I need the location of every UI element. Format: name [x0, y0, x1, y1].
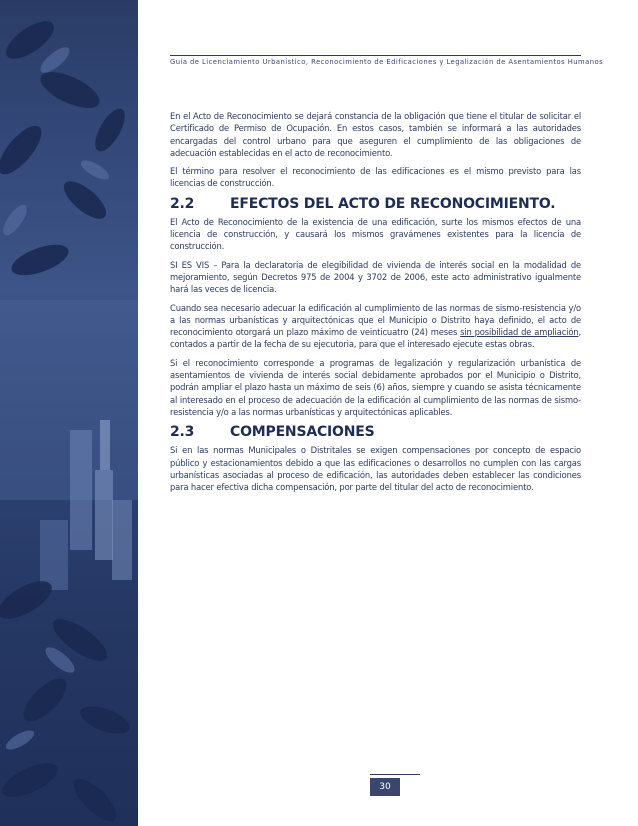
- section-number: 2.3: [170, 424, 195, 441]
- paragraph-text: , contados a partir de la fecha de su ejecutoria, para que el interesado ejecute estas obras.: [170, 327, 581, 350]
- section-2-2-paragraph-1: El Acto de Reconocimiento de la existencia de una edificación, surte los mismos efectos de una licencia de construcción, y causará los mismos gravámenes existentes para la licencia de construcción.: [170, 216, 581, 252]
- running-header: Guía de Licenciamiento Urbanístico, Reconocimiento de Edificaciones y Legalización de Asentamientos Humanos: [170, 58, 604, 66]
- leaves-and-city-illustration: [0, 0, 138, 826]
- page-body: [170, 110, 581, 499]
- header-divider: [170, 55, 581, 56]
- section-2-3-paragraph-1: Si en las normas Municipales o Distritales se exigen compensaciones por concepto de espacio público y estacionamientos debido a que las edificaciones o desarrollos no cumplen con las cargas urbanísticas asociadas al proceso de edificación, las autoridades deben establecer las condiciones para hacer efectiva dicha compensación, por parte del titular del acto de reconocimiento.: [170, 445, 581, 493]
- underlined-phrase: sin posibilidad de ampliación: [460, 327, 579, 338]
- paragraph-text: Cuando sea necesario adecuar la edificación al cumplimiento de las normas de sismo-resistencia y/o a las normas urbanísticas y arquitectónicas que el Municipio o Distrito haya definido, el acto de reconocimiento otorgará un plazo máximo de veinticuatro (24) meses: [170, 302, 581, 338]
- footer-divider: [370, 774, 420, 775]
- side-photo-decoration: [0, 0, 138, 826]
- section-heading-2-2: [170, 196, 581, 212]
- section-title: COMPENSACIONES: [230, 424, 375, 441]
- page-number: 30: [370, 778, 400, 796]
- section-2-2-paragraph-4: Si el reconocimiento corresponde a programas de legalización y regularización urbanística de asentamientos de vivienda de interés social debidamente aprobados por el Municipio o Distrito, podrán ampliar el plazo hasta un máximo de seis (6) años, siempre y cuando se asista técnicamente al interesado en el proceso de adecuación de la edificación al cumplimiento de las normas de sismo-resistencia y/o a las normas urbanísticas y arquitectónicas aplicables.: [170, 357, 581, 417]
- section-2-2-paragraph-3: [170, 302, 581, 351]
- section-number: 2.2: [170, 195, 195, 212]
- intro-paragraph-1: En el Acto de Reconocimiento se dejará constancia de la obligación que tiene el titular de solicitar el Certificado de Permiso de Ocupación. En estos casos, también se informará a las autoridades encargadas del control urbano para que aseguren el cumplimiento de las obligaciones de adecuación establecidas en el acto de reconocimiento.: [170, 111, 581, 158]
- intro-paragraph-2: El término para resolver el reconocimiento de las edificaciones es el mismo previsto para las licencias de construcción.: [170, 166, 581, 189]
- section-2-2-paragraph-2: SI ES VIS – Para la declaratoria de elegibilidad de vivienda de interés social en la modalidad de mejoramiento, según Decretos 975 de 2004 y 3702 de 2006, este acto administrativo igualmente hará las veces de licencia.: [170, 259, 581, 295]
- section-heading-2-3: [170, 424, 581, 440]
- section-title: EFECTOS DEL ACTO DE RECONOCIMIENTO.: [230, 195, 556, 212]
